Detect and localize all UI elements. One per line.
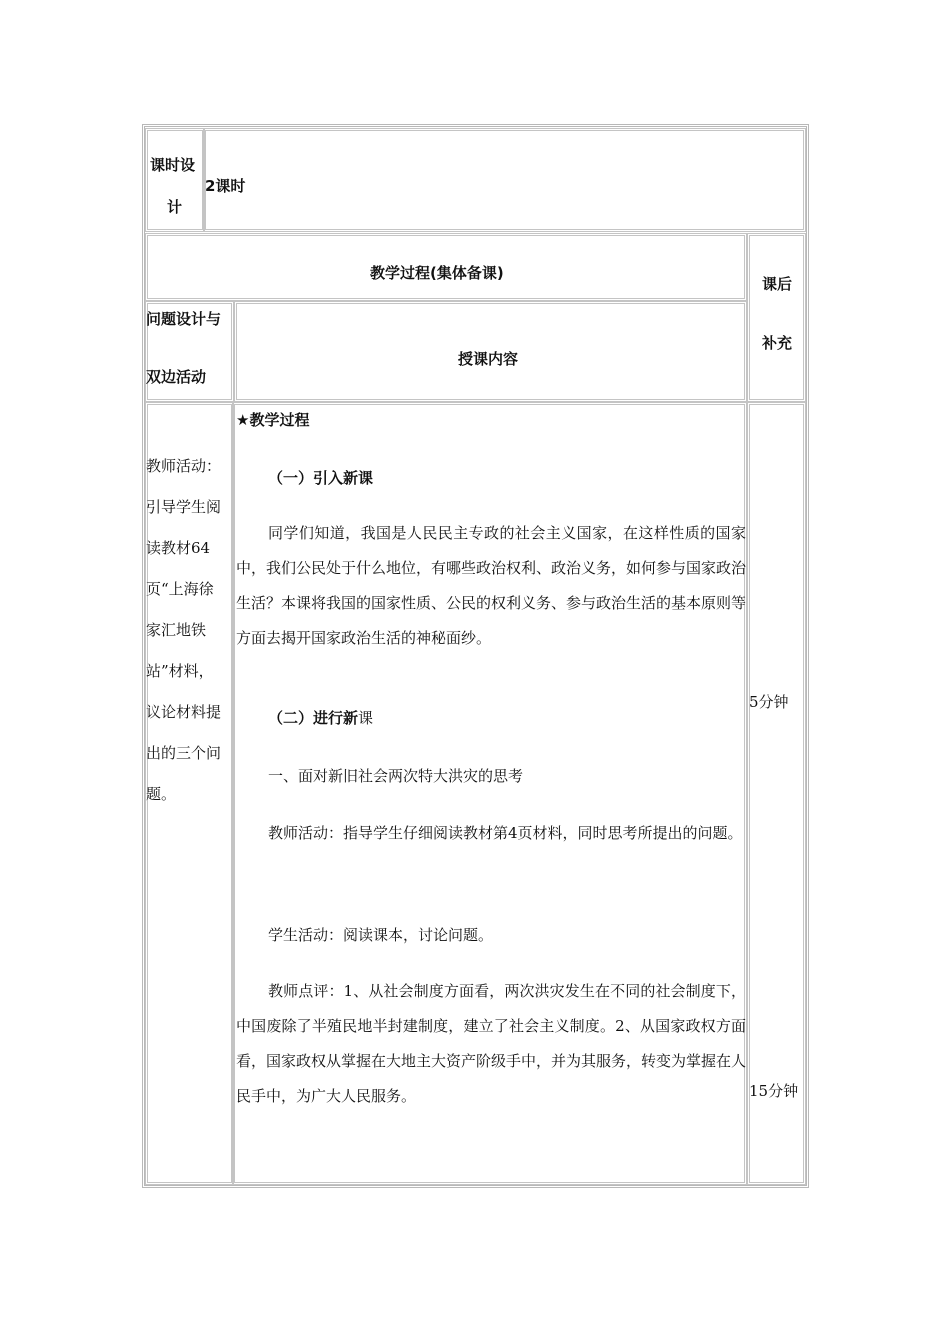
- design-label-line1: 问题设计与: [146, 310, 222, 328]
- design-label-line2: 双边活动: [146, 368, 207, 386]
- section-new-lesson-rest: 课: [358, 709, 374, 727]
- item-one: 一、面对新旧社会两次特大洪灾的思考: [268, 767, 524, 785]
- after-class-cell: [747, 233, 806, 402]
- time-intro: 5分钟: [749, 693, 789, 711]
- left-line: 家汇地铁: [146, 621, 207, 639]
- left-line: 站”材料，: [146, 662, 214, 680]
- time-new-lesson: 15分钟: [749, 1082, 799, 1100]
- left-line: 教师活动：: [146, 457, 222, 475]
- teaching-process-heading: ★教学过程: [236, 411, 310, 429]
- after-class-label-line1: 课后: [762, 275, 793, 293]
- after-class-label-line2: 补充: [762, 334, 793, 352]
- intro-paragraph: 同学们知道，我国是人民民主专政的社会主义国家，在这样性质的国家中，我们公民处于什么地位，有哪些政治权利、政治义务，如何参与国家政治生活？本课将我国的国家性质、公民的权利义务、参与政治生活的基本原则等方面去揭开国家政治生活的神秘面纱。: [236, 524, 747, 647]
- teacher-comment-paragraph: 教师点评：1、从社会制度方面看，两次洪灾发生在不同的社会制度下，中国废除了半殖民地半封建制度，建立了社会主义制度。2、从国家政权方面看，国家政权从掌握在大地主大资产阶级手中，并为其服务，转变为掌握在人民手中，为广大人民服务。: [236, 982, 747, 1105]
- student-activity-paragraph: 学生活动：阅读课本，讨论问题。: [268, 926, 494, 944]
- process-title: 教学过程(集体备课): [370, 264, 504, 282]
- lesson-hours-label-line1: 课时设: [150, 156, 196, 174]
- left-line: 出的三个问: [146, 744, 222, 762]
- lesson-hours-value-cell: [203, 128, 806, 232]
- lesson-hours-label-line2: 计: [167, 198, 183, 216]
- section-new-lesson-bold: （二）进行新: [268, 709, 359, 727]
- lesson-hours-value: 2课时: [205, 177, 246, 195]
- content-title: 授课内容: [458, 350, 519, 368]
- section-introduce-heading: （一）引入新课: [268, 469, 374, 487]
- left-line: 读教材64: [146, 539, 211, 557]
- teacher-activity-paragraph: 教师活动：指导学生仔细阅读教材第4页材料，同时思考所提出的问题。: [268, 824, 743, 842]
- section-new-lesson-heading: [268, 707, 373, 728]
- left-line: 题。: [146, 785, 177, 803]
- left-line: 议论材料提: [146, 703, 222, 721]
- left-line: 引导学生阅: [146, 498, 222, 516]
- time-column-cell: [747, 402, 806, 1185]
- left-line: 页“上海徐: [146, 580, 214, 598]
